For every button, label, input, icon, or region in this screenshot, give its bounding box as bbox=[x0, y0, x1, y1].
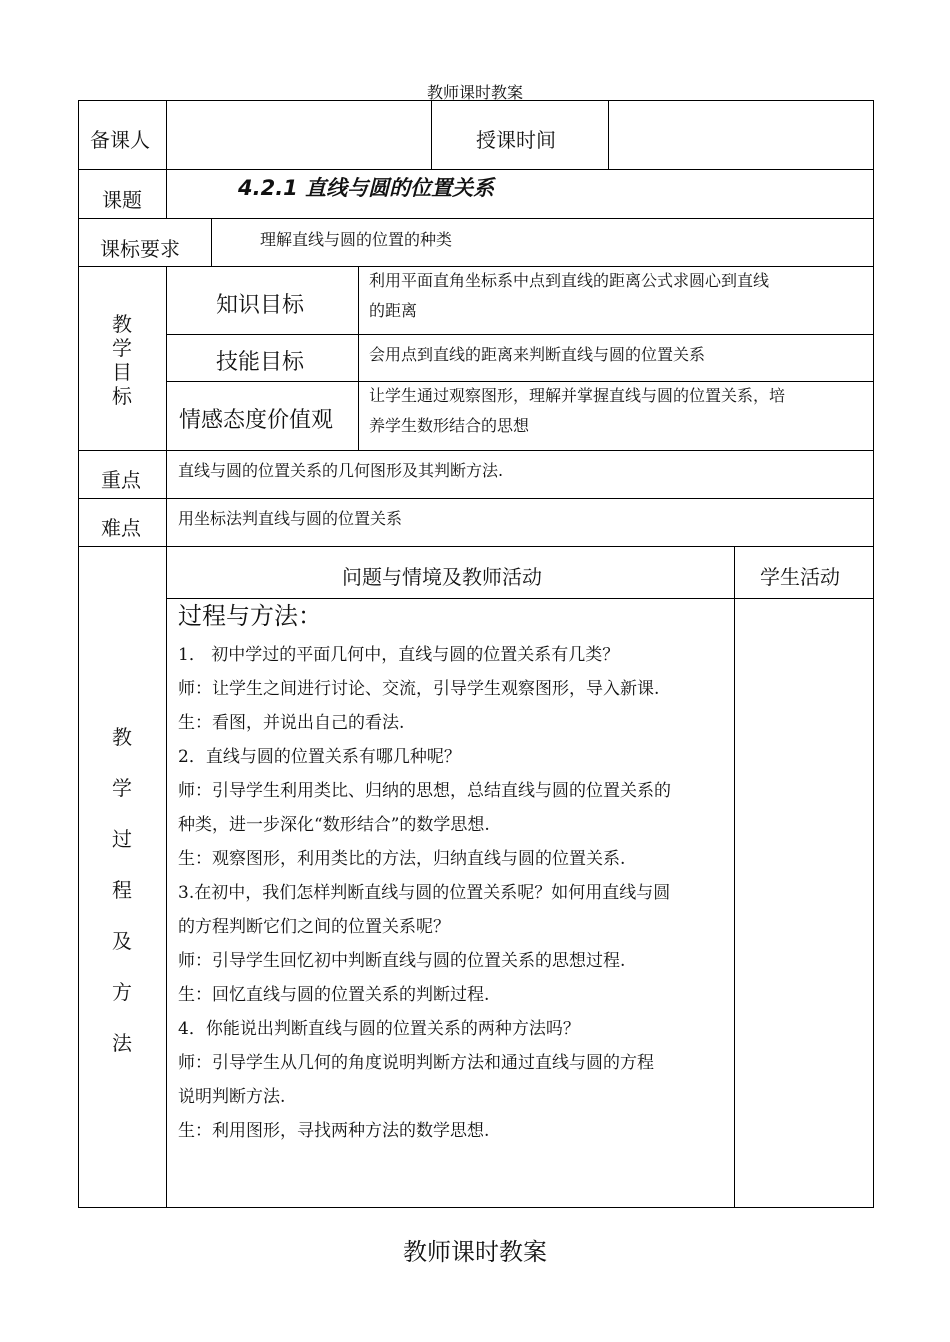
process-line: 说明判断方法. bbox=[178, 1087, 286, 1107]
process-line: 1． 初中学过的平面几何中，直线与圆的位置关系有几类？ bbox=[178, 645, 620, 665]
curriculum-standard-value: 理解直线与圆的位置的种类 bbox=[260, 230, 453, 249]
process-line: 师：让学生之间进行讨论、交流，引导学生观察图形，导入新课. bbox=[178, 679, 660, 699]
process-line: 3.在初中，我们怎样判断直线与圆的位置关系呢？如何用直线与圆 bbox=[178, 883, 671, 903]
teaching-process-label: 教 学 过 程 及 方 法 bbox=[112, 725, 132, 1055]
topic-label: 课题 bbox=[102, 188, 142, 212]
process-content bbox=[178, 598, 728, 1148]
difficulty-value: 用坐标法判直线与圆的位置关系 bbox=[178, 509, 403, 528]
page-footer-header: 教师课时教案 bbox=[403, 1238, 547, 1266]
attitude-goal-label: 情感态度价值观 bbox=[179, 408, 334, 433]
skill-goal-text: 会用点到直线的距离来判断直线与圆的位置关系 bbox=[369, 345, 706, 364]
process-line: 生：看图，并说出自己的看法. bbox=[178, 713, 405, 733]
process-line: 师：引导学生回忆初中判断直线与圆的位置关系的思想过程. bbox=[178, 951, 626, 971]
key-point-label: 重点 bbox=[101, 468, 141, 492]
attitude-goal-text: 让学生通过观察图形，理解并掌握直线与圆的位置关系，培 养学生数形结合的思想 bbox=[369, 386, 786, 435]
page-header: 教师课时教案 bbox=[426, 83, 523, 102]
topic-title: 4.2.1 直线与圆的位置关系 bbox=[238, 176, 495, 200]
knowledge-goal-text: 利用平面直角坐标系中点到直线的距离公式求圆心到直线 的距离 bbox=[369, 271, 770, 320]
process-line: 的方程判断它们之间的位置关系呢？ bbox=[178, 917, 450, 937]
skill-goal-label: 技能目标 bbox=[216, 350, 305, 375]
curriculum-standard-label: 课标要求 bbox=[100, 237, 180, 261]
process-line: 生：利用图形，寻找两种方法的数学思想. bbox=[178, 1121, 490, 1141]
teaching-goals-label: 教 学 目 标 bbox=[112, 312, 132, 408]
process-line: 4．你能说出判断直线与圆的位置关系的两种方法吗？ bbox=[178, 1019, 580, 1039]
knowledge-goal-label: 知识目标 bbox=[216, 293, 305, 318]
process-line: 生：回忆直线与圆的位置关系的判断过程. bbox=[178, 985, 490, 1005]
process-line: 种类，进一步深化“数形结合”的数学思想. bbox=[178, 815, 490, 835]
student-activity-header: 学生活动 bbox=[760, 565, 840, 589]
teacher-activity-header: 问题与情境及教师活动 bbox=[342, 565, 542, 589]
process-line: 师：引导学生利用类比、归纳的思想，总结直线与圆的位置关系的 bbox=[178, 781, 671, 801]
process-line: 师：引导学生从几何的角度说明判断方法和通过直线与圆的方程 bbox=[178, 1053, 654, 1073]
key-point-value: 直线与圆的位置关系的几何图形及其判断方法. bbox=[178, 461, 504, 480]
difficulty-label: 难点 bbox=[101, 516, 141, 540]
process-line: 2．直线与圆的位置关系有哪几种呢？ bbox=[178, 747, 461, 767]
teaching-time-label: 授课时间 bbox=[476, 128, 556, 152]
preparer-label: 备课人 bbox=[90, 128, 150, 152]
process-heading: 过程与方法： bbox=[178, 602, 322, 630]
process-line: 生：观察图形，利用类比的方法，归纳直线与圆的位置关系. bbox=[178, 849, 626, 869]
